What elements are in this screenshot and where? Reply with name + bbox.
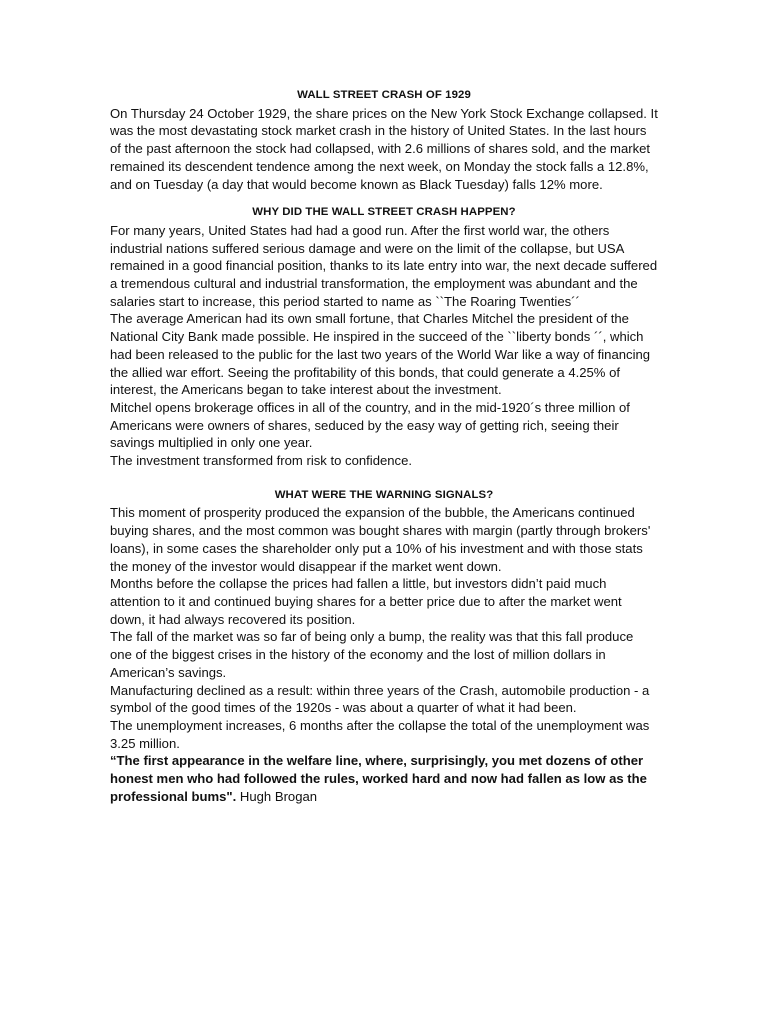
paragraph: The investment transformed from risk to confidence.: [110, 453, 413, 469]
document-page: [110, 87, 658, 805]
section-spacer: [110, 193, 658, 204]
paragraph: On Thursday 24 October 1929, the share prices on the New York Stock Exchange collapsed. It was the most devastating stock market crash in the history of United States. In the last hours of the past afternoon the stock had collapsed, with 2.6 millions of shares sold, and the market remained its descendent tendence among the next week, on Monday the stock falls a 12.8%, and on Tuesday (a day that would become known as Black Tuesday) falls 12% more.: [110, 105, 658, 192]
section-heading-warning: WHAT WERE THE WARNING SIGNALS?: [274, 488, 494, 501]
paragraph: Months before the collapse the prices had fallen a little, but investors didn’t paid much attention to it and continued buying shares for a better price due to after the market went down, it had always recovered its position.: [110, 576, 622, 627]
quote-paragraph: [110, 752, 658, 805]
paragraph: The average American had its own small fortune, that Charles Mitchel the president of the National City Bank made possible. He inspired in the succeed of the ``liberty bonds ´´, which had been released to the public for the last two years of the World War like a way of financing the allied war effort. Seeing the profitability of this bonds, that could generate a 4.25% of interest, the Americans began to take interest about the investment.: [110, 311, 651, 398]
quote-author: Hugh Brogan: [236, 788, 318, 804]
section-spacer: [110, 470, 658, 487]
paragraph: Mitchel opens brokerage offices in all of the country, and in the mid-1920´s three million of Americans were owners of shares, seduced by the easy way of getting rich, seeing their savings multiplied in only one year.: [110, 399, 630, 451]
document-title: WALL STREET CRASH OF 1929: [297, 89, 471, 101]
paragraph: The unemployment increases, 6 months after the collapse the total of the unemployment was 3.25 million.: [110, 717, 650, 751]
paragraph: Manufacturing declined as a result: within three years of the Crash, automobile production - a symbol of the good times of the 1920s - was about a quarter of what it had been.: [110, 682, 650, 716]
paragraph: For many years, United States had had a good run. After the first world war, the others industrial nations suffered serious damage and were on the limit of the collapse, but USA remained in a good financial position, thanks to its late entry into war, the next decade suffered a tremendous cultural and industrial transformation, the employment was abundant and the salaries start to increase, this period started to name as ``The Roaring Twenties´´: [110, 222, 658, 309]
section-heading-why: WHY DID THE WALL STREET CRASH HAPPEN?: [252, 206, 516, 219]
paragraph: This moment of prosperity produced the expansion of the bubble, the Americans continued buying shares, and the most common was bought shares with margin (partly through brokers' loans), in some cases the shareholder only put a 10% of his investment and with those stats the money of the investor would disappear if the market went down.: [110, 505, 651, 574]
quote-text: “The first appearance in the welfare line, where, surprisingly, you met dozens of other honest men who had followed the rules, worked hard and now had fallen as low as the professional bums".: [110, 753, 647, 804]
paragraph: The fall of the market was so far of being only a bump, the reality was that this fall produce one of the biggest crises in the history of the economy and the lost of million dollars in American’s savings.: [110, 629, 634, 680]
